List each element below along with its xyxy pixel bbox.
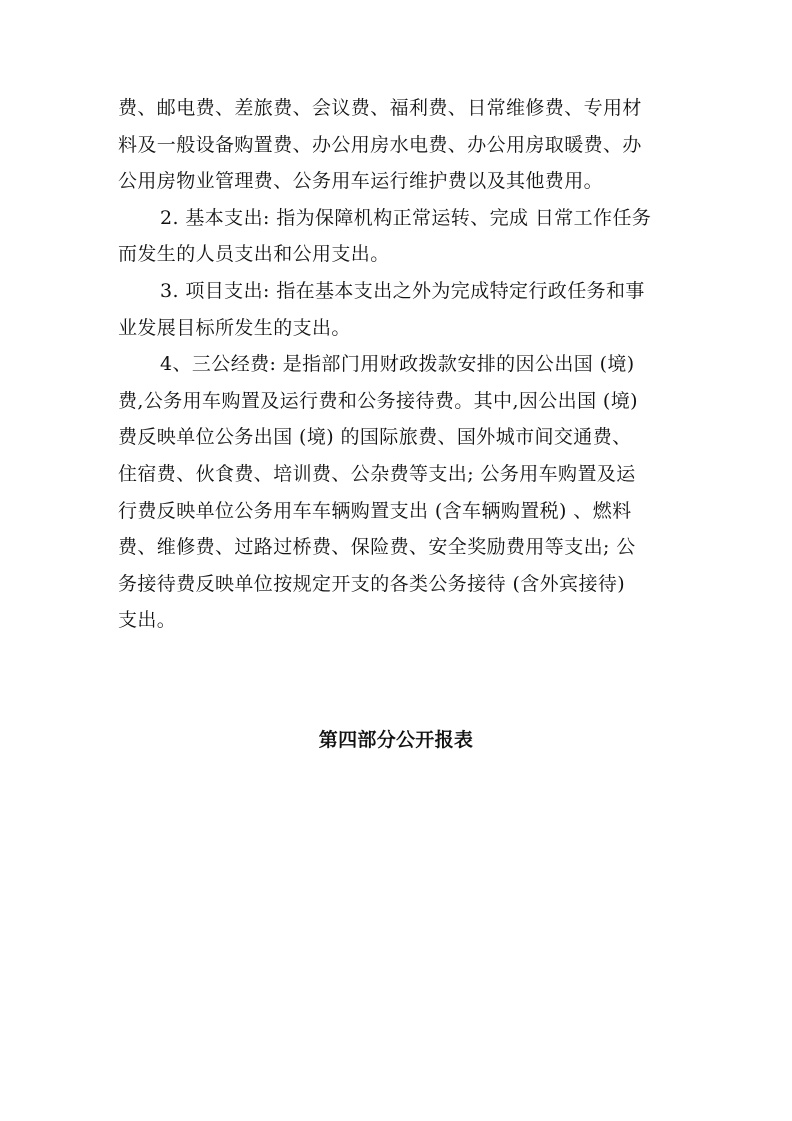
text-line: 公用房物业管理费、公务用车运行维护费以及其他费用。	[118, 170, 604, 193]
text-line: 费、邮电费、差旅费、会议费、福利费、日常维修费、专用材	[118, 97, 642, 119]
text-line: 住宿费、伙食费、培训费、公杂费等支出; 公务用车购置及运	[118, 462, 636, 485]
text-line: 费,公务用车购置及运行费和公务接待费。其中,因公出国 (境)	[118, 389, 638, 412]
text-line: 行费反映单位公务用车车辆购置支出 (含车辆购置税) 、燃料	[118, 499, 632, 522]
text-line-project-expenditure: 3. 项目支出: 指在基本支出之外为完成特定行政任务和事	[160, 279, 645, 302]
section-heading: 第四部分公开报表	[318, 729, 474, 751]
text-line: 而发生的人员支出和公用支出。	[118, 243, 390, 266]
text-line: 务接待费反映单位按规定开支的各类公务接待 (含外宾接待)	[118, 572, 626, 595]
text-line: 料及一般设备购置费、办公用房水电费、办公用房取暖费、办	[118, 133, 642, 156]
text-line: 业发展目标所发生的支出。	[118, 316, 351, 339]
body-text	[118, 90, 688, 639]
text-line: 费反映单位公务出国 (境) 的国际旅费、国外城市间交通费、	[118, 426, 632, 449]
text-line-basic-expenditure: 2. 基本支出: 指为保障机构正常运转、完成 日常工作任务	[160, 206, 652, 229]
text-line-three-public-expenses: 4、三公经费: 是指部门用财政拨款安排的因公出国 (境)	[160, 353, 635, 376]
text-line: 费、维修费、过路过桥费、保险费、安全奖励费用等支出; 公	[118, 536, 636, 559]
text-line: 支出。	[118, 609, 177, 632]
